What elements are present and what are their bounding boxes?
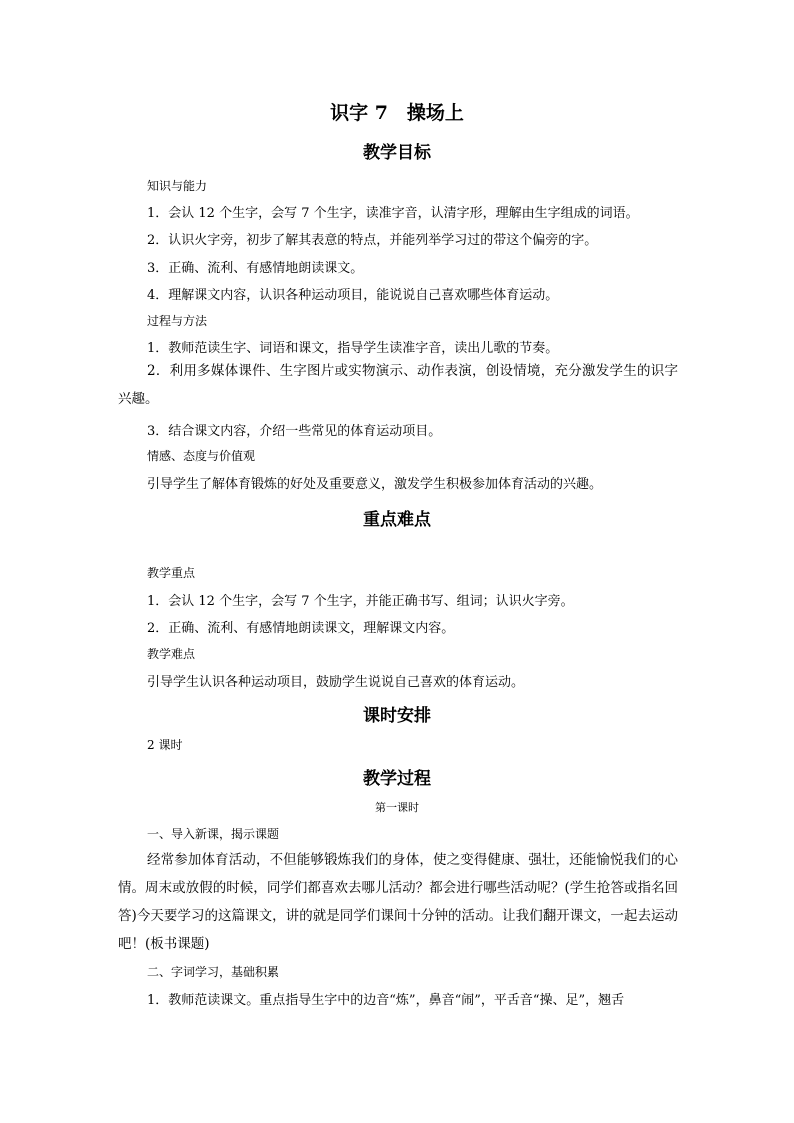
step1-heading: 一、导入新课，揭示课题 — [147, 827, 280, 841]
subheading-knowledge: 知识与能力 — [147, 179, 208, 193]
method-item-2: 2．利用多媒体课件、生字图片或实物演示、动作表演，创设情境，充分激发学生的识字兴趣。 — [118, 363, 678, 407]
subheading-difficulty: 教学难点 — [147, 647, 196, 661]
step2-item-1: 1．教师范读课文。重点指导生字中的边音“炼”，鼻音“闹”，平舌音“操、足”，翘舌 — [147, 993, 625, 1008]
step1-paragraph: 经常参加体育活动，不但能够锻炼我们的身体，使之变得健康、强壮，还能愉悦我们的心情。周末或放假的时候，同学们都喜欢去哪儿活动？都会进行哪些活动呢？(学生抢答或指名回答)今天要学习的这篇课文，讲的就是同学们课间十分钟的活动。让我们翻开课文，一起去运动吧！(板书课题) — [118, 852, 678, 952]
section-heading-keypoints: 重点难点 — [363, 510, 431, 530]
subheading-emotion: 情感、态度与价值观 — [147, 449, 256, 463]
knowledge-item-4: 4．理解课文内容，认识各种运动项目，能说说自己喜欢哪些体育运动。 — [147, 288, 559, 303]
focus-item-1: 1．会认 12 个生字，会写 7 个生字，并能正确书写、组词；认识火字旁。 — [147, 594, 574, 609]
focus-item-2: 2．正确、流利、有感情地朗读课文，理解课文内容。 — [147, 621, 455, 636]
section-heading-goals: 教学目标 — [363, 143, 431, 163]
knowledge-item-3: 3．正确、流利、有感情地朗读课文。 — [147, 261, 364, 276]
method-item-3: 3．结合课文内容，介绍一些常见的体育运动项目。 — [147, 424, 442, 439]
knowledge-item-1: 1．会认 12 个生字，会写 7 个生字，读准字音，认清字形，理解由生字组成的词语。 — [147, 206, 639, 221]
method-item-1: 1．教师范读生字、词语和课文，指导学生读准字音，读出儿歌的节奏。 — [147, 341, 559, 356]
section-heading-process: 教学过程 — [363, 769, 431, 789]
subheading-method: 过程与方法 — [147, 314, 208, 328]
knowledge-item-2: 2．认识火字旁，初步了解其表意的特点，并能列举学习过的带这个偏旁的字。 — [147, 233, 598, 248]
step2-heading: 二、字词学习，基础积累 — [147, 965, 280, 979]
difficulty-text: 引导学生认识各种运动项目，鼓励学生说说自己喜欢的体育运动。 — [147, 675, 525, 690]
section-heading-schedule: 课时安排 — [363, 706, 431, 726]
page-title: 识字 7 操场上 — [330, 102, 464, 124]
lesson-one-title: 第一课时 — [375, 801, 419, 814]
schedule-text: 2 课时 — [147, 738, 183, 752]
emotion-text: 引导学生了解体育锻炼的好处及重要意义，激发学生积极参加体育活动的兴趣。 — [147, 477, 603, 492]
subheading-focus: 教学重点 — [147, 566, 196, 580]
